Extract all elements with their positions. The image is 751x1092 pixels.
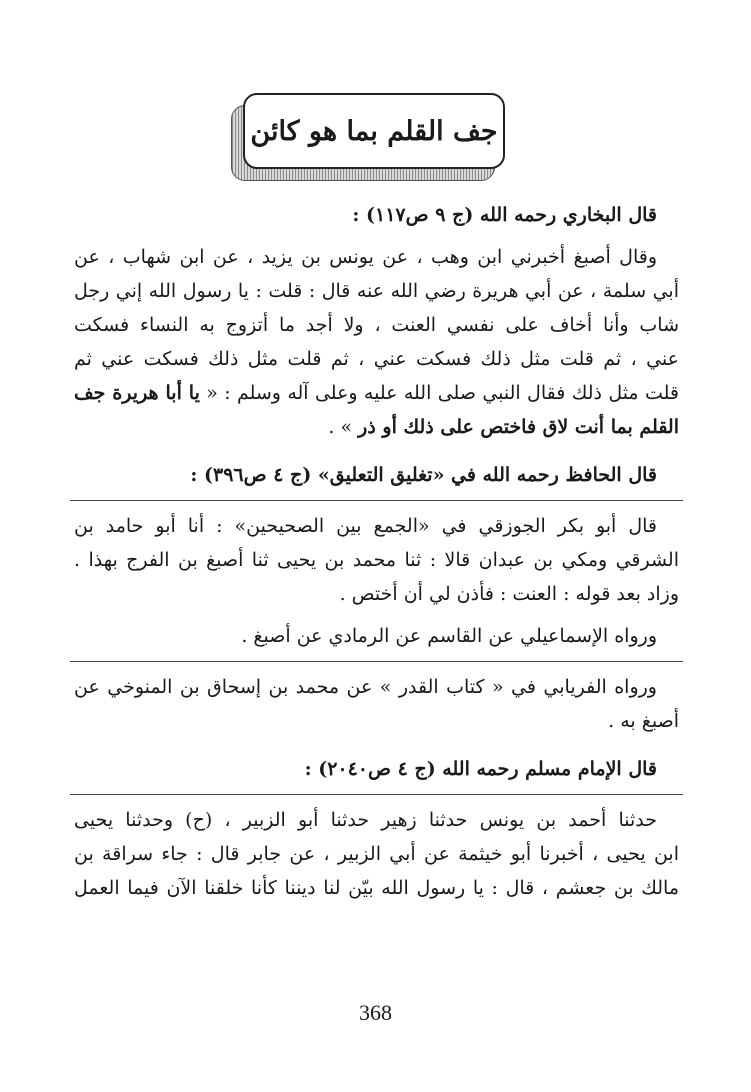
bukhari-line-2: أبي سلمة ، عن أبي هريرة رضي الله عنه قال : قلت : يا رسول الله إني رجل xyxy=(74,280,679,302)
page-number: 368 xyxy=(359,1000,392,1025)
chapter-title: جف القلم بما هو كائن xyxy=(250,115,498,147)
page-body xyxy=(74,198,679,905)
chapter-title-frame xyxy=(231,93,506,181)
bukhari-line-6 xyxy=(74,410,679,444)
muslim-line-2: ابن يحيى ، أخبرنا أبو خيثمة عن أبي الزبير ، عن جابر قال : جاء سراقة بن xyxy=(74,843,679,865)
section-divider-3 xyxy=(70,794,683,795)
bukhari-line-4: عني ، ثم قلت مثل ذلك فسكت عني ، ثم قلت مثل ذلك فسكت عني ثم xyxy=(74,348,679,370)
bukhari-line-5-text: قلت مثل ذلك فقال النبي صلى الله عليه وعلى آله وسلم : « xyxy=(206,382,679,404)
section-divider-2 xyxy=(70,661,683,662)
hafiz-line-3: وزاد بعد قوله : العنت : فأذن لي أن أختص . xyxy=(339,583,679,605)
firyabi-line-1: ورواه الفريابي في « كتاب القدر » عن محمد بن إسحاق بن المنوخي عن xyxy=(74,676,657,698)
hafiz-line-1: قال أبو بكر الجوزقي في «الجمع بين الصحيحين» : أنا أبو حامد بن xyxy=(74,515,657,537)
bukhari-line-5 xyxy=(74,376,679,410)
hafiz-line-2: الشرقي ومكي بن عبدان قالا : ثنا محمد بن يحيى ثنا أصبغ بن الفرج بهذا . xyxy=(74,549,679,571)
title-box xyxy=(243,93,505,169)
bukhari-heading: قال البخاري رحمه الله (ج ٩ ص١١٧) : xyxy=(352,204,657,226)
muslim-line-3: مالك بن جعشم ، قال : يا رسول الله بيّن لنا ديننا كأنا خلقنا الآن فيما العمل xyxy=(74,877,679,899)
hadith-quote-start: يا أبا هريرة جف xyxy=(74,382,200,404)
hadith-quote-end: القلم بما أنت لاق فاختص على ذلك أو ذر xyxy=(358,416,679,438)
section-divider xyxy=(70,500,683,501)
ismaili-line: ورواه الإسماعيلي عن القاسم عن الرمادي عن أصبغ . xyxy=(241,625,657,647)
bukhari-line-3: شاب وأنا أخاف على نفسي العنت ، ولا أجد ما أتزوج به النساء فسكت xyxy=(74,314,679,336)
muslim-line-1: حدثنا أحمد بن يونس حدثنا زهير حدثنا أبو الزبير ، (ح) وحدثنا يحيى xyxy=(74,809,657,831)
bukhari-line-1: وقال أصبغ أخبرني ابن وهب ، عن يونس بن يزيد ، عن ابن شهاب ، عن xyxy=(74,246,657,268)
firyabi-line-2: أصبغ به . xyxy=(608,710,679,732)
hadith-quote-close: » . xyxy=(328,416,353,438)
hafiz-heading: قال الحافظ رحمه الله في «تغليق التعليق» (ج ٤ ص٣٩٦) : xyxy=(190,464,657,486)
muslim-heading: قال الإمام مسلم رحمه الله (ج ٤ ص٢٠٤٠) : xyxy=(304,758,657,780)
